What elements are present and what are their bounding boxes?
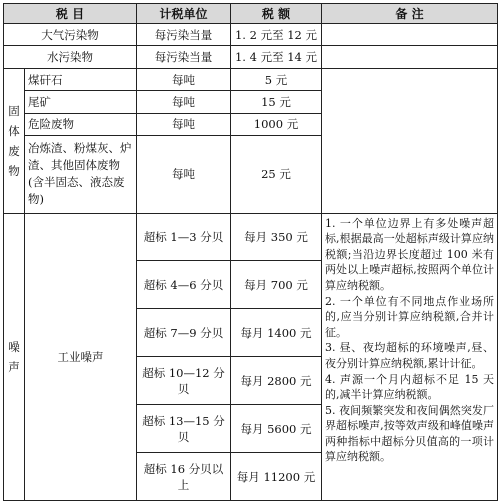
solid-waste-amount: 1000 元 (231, 113, 322, 135)
noise-amount: 每月 350 元 (231, 213, 322, 261)
header-notes: 备 注 (322, 4, 498, 24)
note-item: 5. 夜间频繁突发和夜间偶然突发厂界超标噪声,按等效声级和峰值噪声两种指标中超标分贝值高的一项计算应纳税额。 (325, 403, 494, 464)
header-unit: 计税单位 (137, 4, 231, 24)
tax-rate-table (3, 3, 498, 501)
solid-waste-name: 冶炼渣、粉煤灰、炉渣、其他固体废物(含半固态、液态废物) (25, 136, 137, 213)
solid-waste-amount: 15 元 (231, 91, 322, 113)
table-row-noise-0 (4, 213, 498, 261)
noise-level: 超标 1—3 分贝 (137, 213, 231, 261)
note-item: 1. 一个单位边界上有多处噪声超标,根据最高一处超标声级计算应纳税额;当沿边界长度超过 100 米有两处以上噪声超标,按照两个单位计算应纳税额。 (325, 216, 494, 292)
solid-waste-unit: 每吨 (137, 68, 231, 90)
water-pollutant-amount: 1. 4 元至 14 元 (231, 46, 322, 68)
solid-waste-name: 危险废物 (25, 113, 137, 135)
industrial-noise-label: 工业噪声 (25, 213, 137, 500)
solid-waste-unit: 每吨 (137, 91, 231, 113)
noise-level: 超标 4—6 分贝 (137, 261, 231, 309)
air-pollutant-unit: 每污染当量 (137, 24, 231, 46)
noise-amount: 每月 700 元 (231, 261, 322, 309)
solid-waste-name: 煤矸石 (25, 68, 137, 90)
noise-amount: 每月 5600 元 (231, 405, 322, 453)
note-item: 4. 声源一个月内超标不足 15 天的,减半计算应纳税额。 (325, 372, 494, 402)
noise-level: 超标 16 分贝以上 (137, 453, 231, 501)
solid-waste-name: 尾矿 (25, 91, 137, 113)
water-pollutant-unit: 每污染当量 (137, 46, 231, 68)
air-pollutant-notes (322, 24, 498, 46)
solid-waste-category: 固 体 废 物 (4, 68, 25, 213)
noise-notes (322, 213, 498, 500)
solid-waste-amount: 25 元 (231, 136, 322, 213)
solid-waste-unit: 每吨 (137, 136, 231, 213)
noise-category: 噪 声 (4, 213, 25, 500)
noise-amount: 每月 2800 元 (231, 357, 322, 405)
water-pollutant-notes (322, 46, 498, 68)
table-row-solid-0 (4, 68, 498, 90)
noise-level: 超标 10—12 分贝 (137, 357, 231, 405)
noise-amount: 每月 11200 元 (231, 453, 322, 501)
solid-waste-unit: 每吨 (137, 113, 231, 135)
table-row-air (4, 24, 498, 46)
header-item: 税 目 (4, 4, 137, 24)
header-row (4, 4, 498, 24)
noise-level: 超标 7—9 分贝 (137, 309, 231, 357)
noise-level: 超标 13—15 分贝 (137, 405, 231, 453)
solid-waste-notes (322, 68, 498, 213)
water-pollutant-name: 水污染物 (4, 46, 137, 68)
note-item: 2. 一个单位有不同地点作业场所的,应当分别计算应纳税额,合并计征。 (325, 294, 494, 339)
air-pollutant-amount: 1. 2 元至 12 元 (231, 24, 322, 46)
note-item: 3. 昼、夜均超标的环境噪声,昼、夜分别计算应纳税额,累计计征。 (325, 341, 494, 370)
table-row-water (4, 46, 498, 68)
solid-waste-amount: 5 元 (231, 68, 322, 90)
noise-amount: 每月 1400 元 (231, 309, 322, 357)
air-pollutant-name: 大气污染物 (4, 24, 137, 46)
header-amount: 税 额 (231, 4, 322, 24)
